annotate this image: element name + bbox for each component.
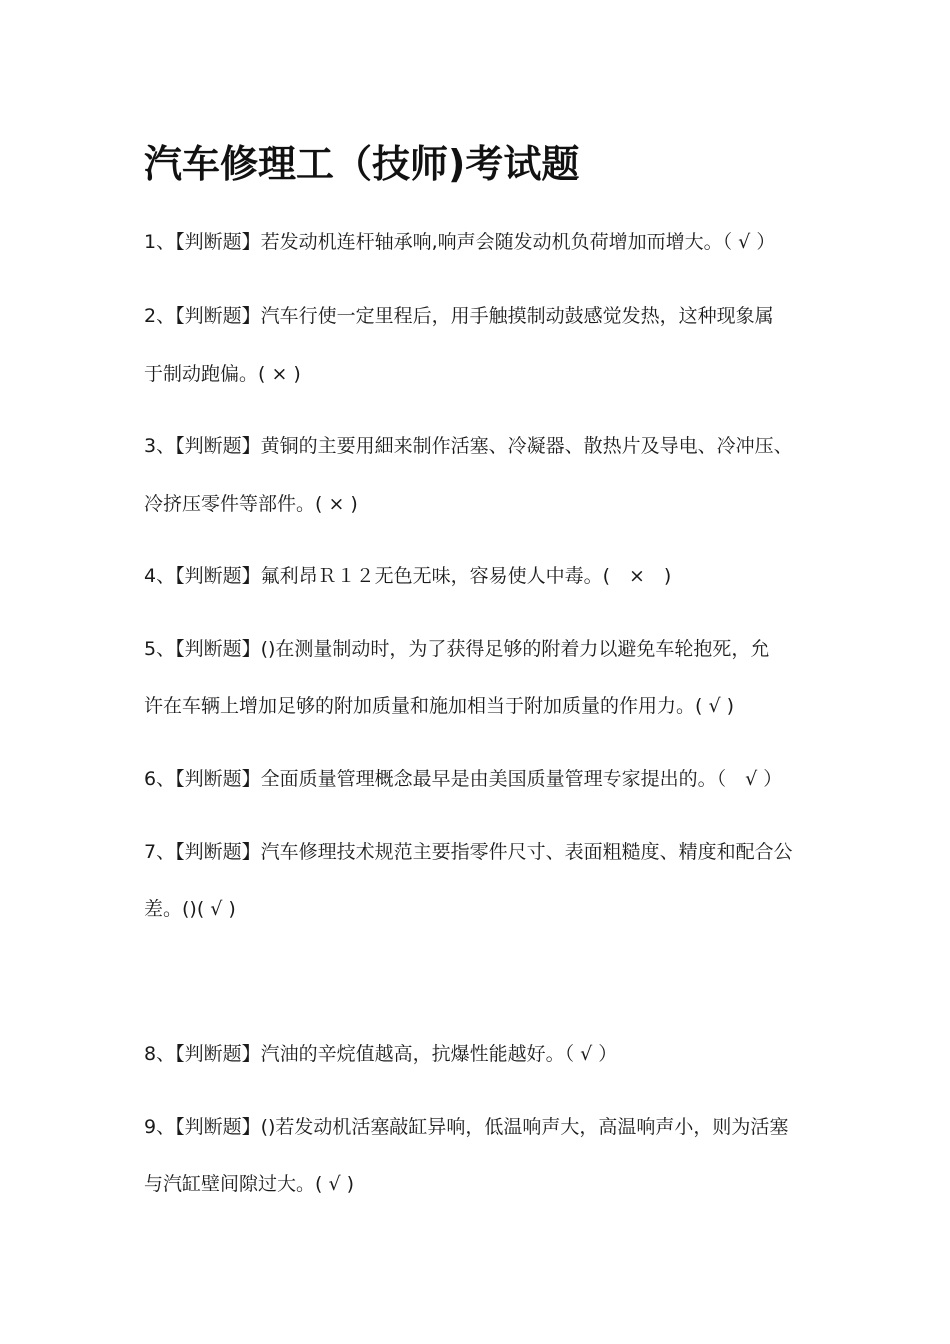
- question-5-line-2: 许在车辆上增加足够的附加质量和施加相当于附加质量的作用力。( √ ): [144, 695, 735, 717]
- question-9-line-2: 与汽缸壁间隙过大。( √ ): [144, 1173, 355, 1195]
- question-7-line-2: 差。()( √ ): [144, 898, 236, 920]
- question-8-line-1: 8、【判断题】汽油的辛烷值越高，抗爆性能越好。（ √ ）: [144, 1043, 618, 1065]
- question-9-line-1: 9、【判断题】()若发动机活塞敲缸异响，低温响声大，高温响声小，则为活塞: [144, 1116, 789, 1138]
- question-2-line-1: 2、【判断题】汽车行使一定里程后，用手触摸制动鼓感觉发热，这种现象属: [144, 305, 774, 327]
- question-5-line-1: 5、【判断题】()在测量制动时，为了获得足够的附着力以避免车轮抱死，允: [144, 638, 770, 660]
- question-3-line-1: 3、【判断题】黄铜的主要用細来制作活塞、冷凝器、散热片及导电、冷冲压、: [144, 435, 793, 457]
- question-6-line-1: 6、【判断题】全面质量管理概念最早是由美国质量管理专家提出的。（ √ ）: [144, 768, 783, 790]
- question-4-line-1: 4、【判断题】氟利昂Ｒ１２无色无味，容易使人中毒。( × ): [144, 565, 672, 587]
- question-7-line-1: 7、【判断题】汽车修理技术规范主要指零件尺寸、表面粗糙度、精度和配合公: [144, 841, 793, 863]
- page-title: 汽车修理工（技师)考试题: [144, 142, 580, 186]
- question-1-line-1: 1、【判断题】若发动机连杆轴承响,响声会随发动机负荷增加而增大。（ √ ）: [144, 231, 776, 253]
- question-2-line-2: 于制动跑偏。( × ): [144, 363, 301, 385]
- question-3-line-2: 冷挤压零件等部件。( × ): [144, 493, 358, 515]
